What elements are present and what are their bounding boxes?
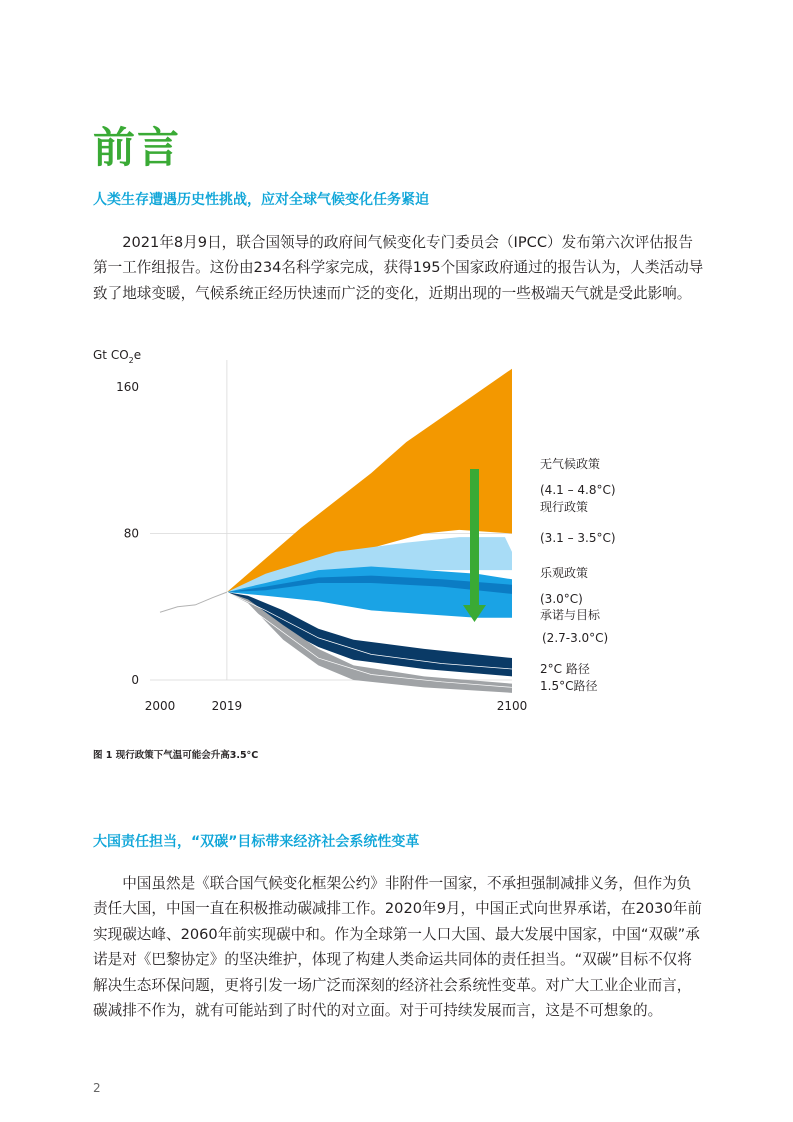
chart-y-axis-label — [93, 348, 141, 365]
y-tick-label: 160 — [116, 380, 139, 394]
section-heading-dual-carbon: 大国责任担当，“双碳”目标带来经济社会系统性变革 — [93, 834, 420, 850]
scenario-label: 2°C 路径 — [540, 662, 590, 676]
scenario-label: 1.5°C路径 — [540, 679, 598, 693]
y-tick-label: 0 — [131, 673, 139, 687]
historical-emissions-line — [160, 592, 227, 612]
scenario-label: 现行政策 — [540, 500, 589, 514]
down-arrow-shaft — [470, 469, 479, 607]
y-label-sub: 2 — [128, 356, 134, 365]
figure-caption: 图 1 现行政策下气温可能会升高3.5°C — [93, 750, 259, 761]
scenario-label: (3.0°C) — [540, 592, 583, 606]
x-tick-label: 2100 — [496, 699, 528, 713]
scenario-label: (3.1 – 3.5°C) — [540, 531, 616, 545]
intro-paragraph: 2021年8月9日，联合国领导的政府间气候变化专门委员会（IPCC）发布第六次评估报告第一工作组报告。这份由234名科学家完成，获得195个国家政府通过的报告认为，人类活动导致了地球变暖，气候系统正经历快速而广泛的变化，近期出现的一些极端天气就是受此影响。 — [93, 234, 704, 302]
x-tick-label: 2019 — [211, 699, 243, 713]
section-heading-challenge: 人类生存遭遇历史性挑战，应对全球气候变化任务紧迫 — [93, 192, 429, 208]
page-title: 前言 — [93, 123, 182, 172]
scenario-label: 无气候政策 — [540, 457, 601, 471]
scenario-label: 承诺与目标 — [540, 608, 601, 622]
scenario-label: 乐观政策 — [540, 566, 589, 580]
x-tick-label: 2000 — [144, 699, 176, 713]
dual-carbon-paragraph: 中国虽然是《联合国气候变化框架公约》非附件一国家，不承担强制减排义务，但作为负责任大国，中国一直在积极推动碳减排工作。2020年9月，中国正式向世界承诺，在2030年前实现碳达峰、2060年前实现碳中和。作为全球第一人口大国、最大发展中国家，中国“双碳”承诺是对《巴黎协定》的坚决维护，体现了构建人类命运共同体的责任担当。“双碳”目标不仅将解决生态环保问题，更将引发一场广泛而深刻的经济社会系统性变革。对广大工业企业而言，碳减排不作为，就有可能站到了时代的对立面。对于可持续发展而言，这是不可想象的。 — [93, 875, 702, 1020]
y-label-tail: e — [133, 348, 142, 362]
svg-text:Gt CO2e — [93, 348, 141, 365]
page-number: 2 — [93, 1081, 101, 1095]
y-tick-label: 80 — [123, 526, 139, 541]
scenario-label: (2.7-3.0°C) — [542, 631, 609, 645]
y-label-main: Gt CO — [93, 348, 129, 362]
scenario-label: (4.1 – 4.8°C) — [540, 483, 616, 497]
